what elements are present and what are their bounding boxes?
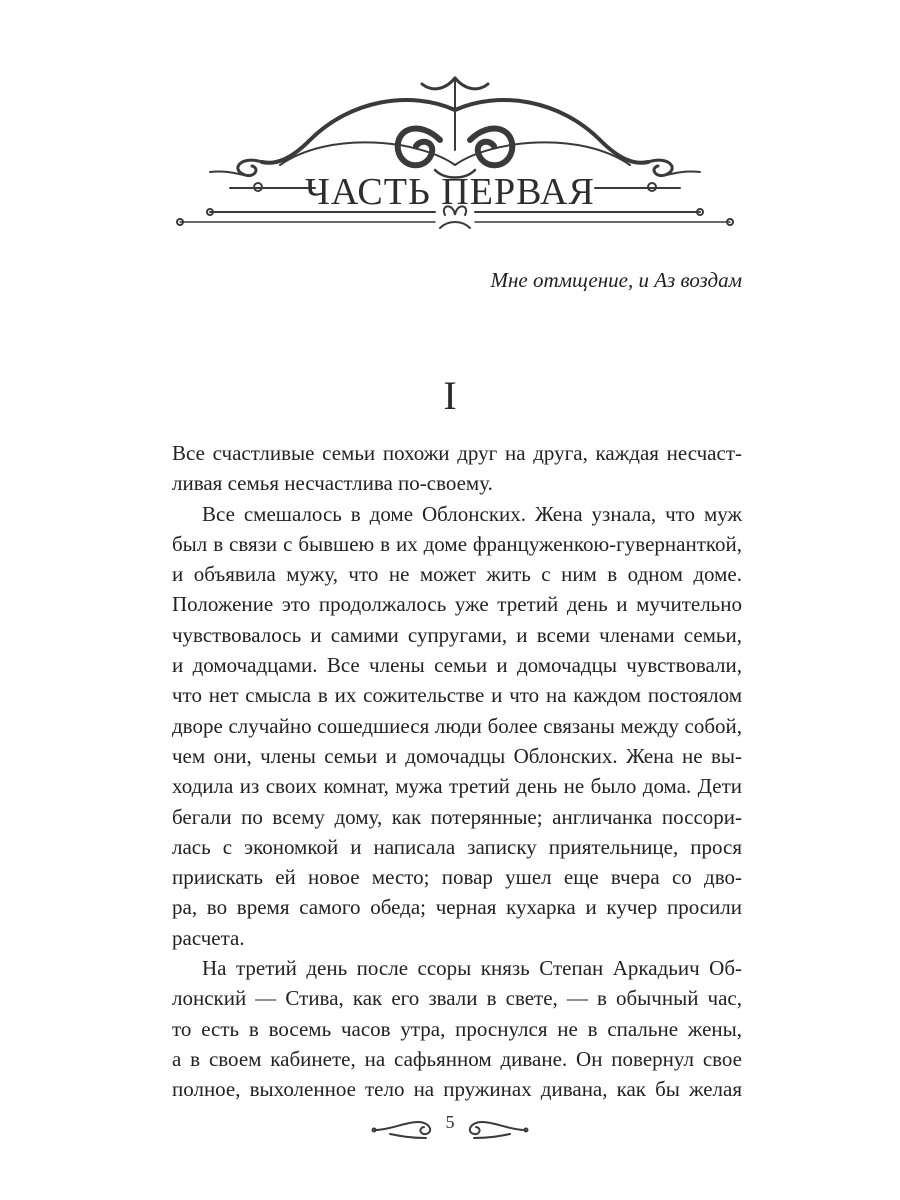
part-title: ЧАСТЬ ПЕРВАЯ <box>305 171 595 213</box>
text-line: Все счастливые семьи похожи друг на друга, каждая несчаст- <box>172 441 742 465</box>
paragraph <box>172 438 742 499</box>
text-line: На третий день после ссоры князь Степан Аркадьич Об- <box>202 956 742 981</box>
text-line: лонский — Стива, как его звали в свете, — в обычный час, <box>172 986 742 1011</box>
text-line: был в связи с бывшею в их доме француженкою-гувернанткой, <box>172 531 742 556</box>
text-line: Все смешалось в доме Облонских. Жена узнала, что муж <box>202 501 742 526</box>
text-line: и домочадцами. Все члены семьи и домочадцы чувствовали, <box>172 653 742 678</box>
paragraph <box>172 499 742 953</box>
text-line: дворе случайно сошедшиеся люди более связаны между собой, <box>172 713 742 738</box>
paragraph <box>172 953 742 1104</box>
text-line: ра, во время самого обеда; черная кухарка и кучер просили <box>172 895 742 920</box>
text-line: ливая семья несчастлива по-своему. <box>172 471 493 496</box>
text-line: то есть в восемь часов утра, проснулся не в спальне жены, <box>172 1016 742 1041</box>
text-line: Положение это продолжалось уже третий день и мучительно <box>172 592 742 617</box>
text-line: лась с экономкой и написала записку приятельнице, прося <box>172 834 742 859</box>
chapter-body-text <box>172 438 742 1105</box>
epigraph: Мне отмщение, и Аз воздам <box>490 268 742 292</box>
text-line: расчета. <box>172 925 245 950</box>
text-line: и объявила мужу, что не может жить с ним в одном доме. <box>172 562 742 587</box>
text-line: бегали по всему дому, как потерянные; англичанка поссори- <box>172 804 742 829</box>
text-line: ходила из своих комнат, мужа третий день не было дома. Дети <box>172 774 742 799</box>
chapter-number: I <box>443 373 457 418</box>
top-ornament-icon <box>170 70 740 240</box>
text-line: приискать ей новое место; повар ушел еще вчера со дво- <box>172 865 742 890</box>
text-line: чувствовалось и самими супругами, и всеми членами семьи, <box>172 622 742 647</box>
text-line: что нет смысла в их сожительстве и что на каждом постоялом <box>172 683 742 708</box>
text-line: полное, выхоленное тело на пружинах дивана, как бы желая <box>172 1077 742 1102</box>
text-line: чем они, члены семьи и домочадцы Облонских. Жена не вы- <box>172 743 742 768</box>
text-line: а в своем кабинете, на сафьянном диване. Он повернул свое <box>172 1046 742 1071</box>
page-number: 5 <box>445 1112 455 1132</box>
